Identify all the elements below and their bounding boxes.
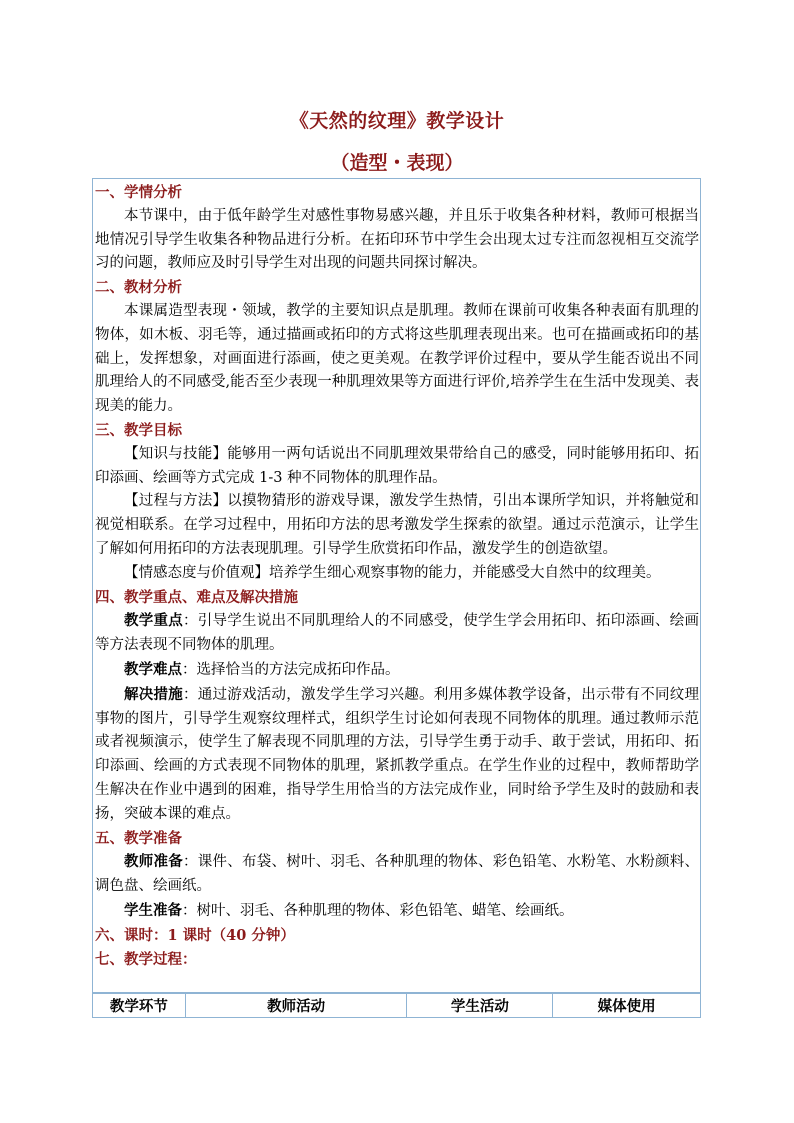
table-header-row — [93, 994, 701, 1018]
section-heading-learning-analysis: 一、学情分析 — [95, 184, 182, 201]
difficulty-label: 教学难点 — [124, 660, 182, 678]
difficulty-text: ：选择恰当的方法完成拓印作品。 — [182, 661, 400, 678]
solution-text: ：通过游戏活动，激发学生学习兴趣。利用多媒体教学设备，出示带有不同纹理事物的图片，引导学生观察纹理样式，组织学生讨论如何表现不同物体的肌理。通过教师示范或者视频演示，使学生了解表现不同肌理的方法，引导学生勇于动手、敢于尝试，用拓印、拓印添画、绘画的方式表现不同物体的肌理，紧抓教学重点。在学生作业的过程中，教师帮助学生解决在作业中遇到的困难，指导学生用恰当的方法完成作业，同时给予学生及时的鼓励和表扬，突破本课的难点。 — [95, 686, 699, 822]
teacher-preparation-text: ：课件、布袋、树叶、羽毛、各种肌理的物体、彩色铅笔、水粉笔、水粉颜料、调色盘、绘画纸。 — [95, 854, 699, 895]
student-preparation-label: 学生准备 — [124, 901, 182, 919]
column-header-teacher-activity: 教师活动 — [185, 994, 407, 1018]
teaching-process-table — [92, 993, 701, 1018]
difficulty-paragraph — [95, 658, 699, 683]
objective-knowledge: 【知识与技能】能够用一两句话说出不同肌理效果带给自己的感受，同时能够用拓印、拓印添画、绘画等方式完成 1-3 种不同物体的肌理作品。 — [95, 445, 699, 486]
section-heading-teaching-process: 七、教学过程： — [95, 950, 197, 968]
objective-process: 【过程与方法】以摸物猜形的游戏导课，激发学生热情，引出本课所学知识，并将触觉和视觉相联系。在学习过程中，用拓印方法的思考激发学生探索的欲望。通过示范演示，让学生了解如何用拓印的方法表现肌理。引导学生欣赏拓印作品，激发学生的创造欲望。 — [95, 493, 699, 557]
section-heading-preparation: 五、教学准备 — [95, 829, 182, 847]
document-title: 《天然的纹理》教学设计 — [289, 110, 505, 132]
solution-label: 解决措施 — [124, 685, 183, 703]
objective-emotion: 【情感态度与价值观】培养学生细心观察事物的能力，并能感受大自然中的纹理美。 — [124, 564, 661, 581]
section-heading-class-hours: 六、课时：1 课时（40 分钟） — [95, 926, 295, 944]
student-preparation-text: ：树叶、羽毛、各种肌理的物体、彩色铅笔、蜡笔、绘画纸。 — [182, 902, 574, 919]
learning-analysis-paragraph: 本节课中，由于低年龄学生对感性事物易感兴趣，并且乐于收集各种材料，教师可根据当地情况引导学生收集各种物品进行分析。在拓印环节中学生会出现太过专注而忽视相互交流学习的问题，教师应及时引导学生对出现的问题共同探讨解决。 — [95, 207, 699, 272]
section-heading-material-analysis: 二、教材分析 — [95, 279, 182, 297]
key-point-paragraph — [95, 609, 699, 658]
teacher-preparation-label: 教师准备 — [124, 853, 183, 871]
solution-paragraph — [95, 683, 699, 827]
key-point-label: 教学重点 — [124, 612, 183, 630]
section-heading-key-points: 四、教学重点、难点及解决措施 — [95, 588, 298, 606]
teacher-preparation-paragraph — [95, 850, 699, 899]
key-point-text: ：引导学生说出不同肌理给人的不同感受，使学生学会用拓印、拓印添画、绘画等方法表现不同物体的肌理。 — [95, 613, 699, 654]
student-preparation-paragraph — [95, 899, 699, 924]
column-header-stage: 教学环节 — [93, 994, 186, 1018]
column-header-student-activity: 学生活动 — [407, 994, 553, 1018]
material-analysis-paragraph: 本课属造型表现・领域，教学的主要知识点是肌理。教师在课前可收集各种表面有肌理的物体，如木板、羽毛等，通过描画或拓印的方式将这些肌理表现出来。也可在描画或拓印的基础上，发挥想象，对画面进行添画，使之更美观。在教学评价过程中，要从学生能否说出不同肌理给人的不同感受,能否至少表现一种肌理效果等方面进行评价,培养学生在生活中发现美、表现美的能力。 — [95, 302, 699, 415]
document-subtitle: （造型・表现） — [330, 152, 464, 174]
design-content — [95, 181, 699, 971]
section-heading-objectives: 三、教学目标 — [95, 421, 182, 439]
column-header-media-use: 媒体使用 — [553, 994, 701, 1018]
